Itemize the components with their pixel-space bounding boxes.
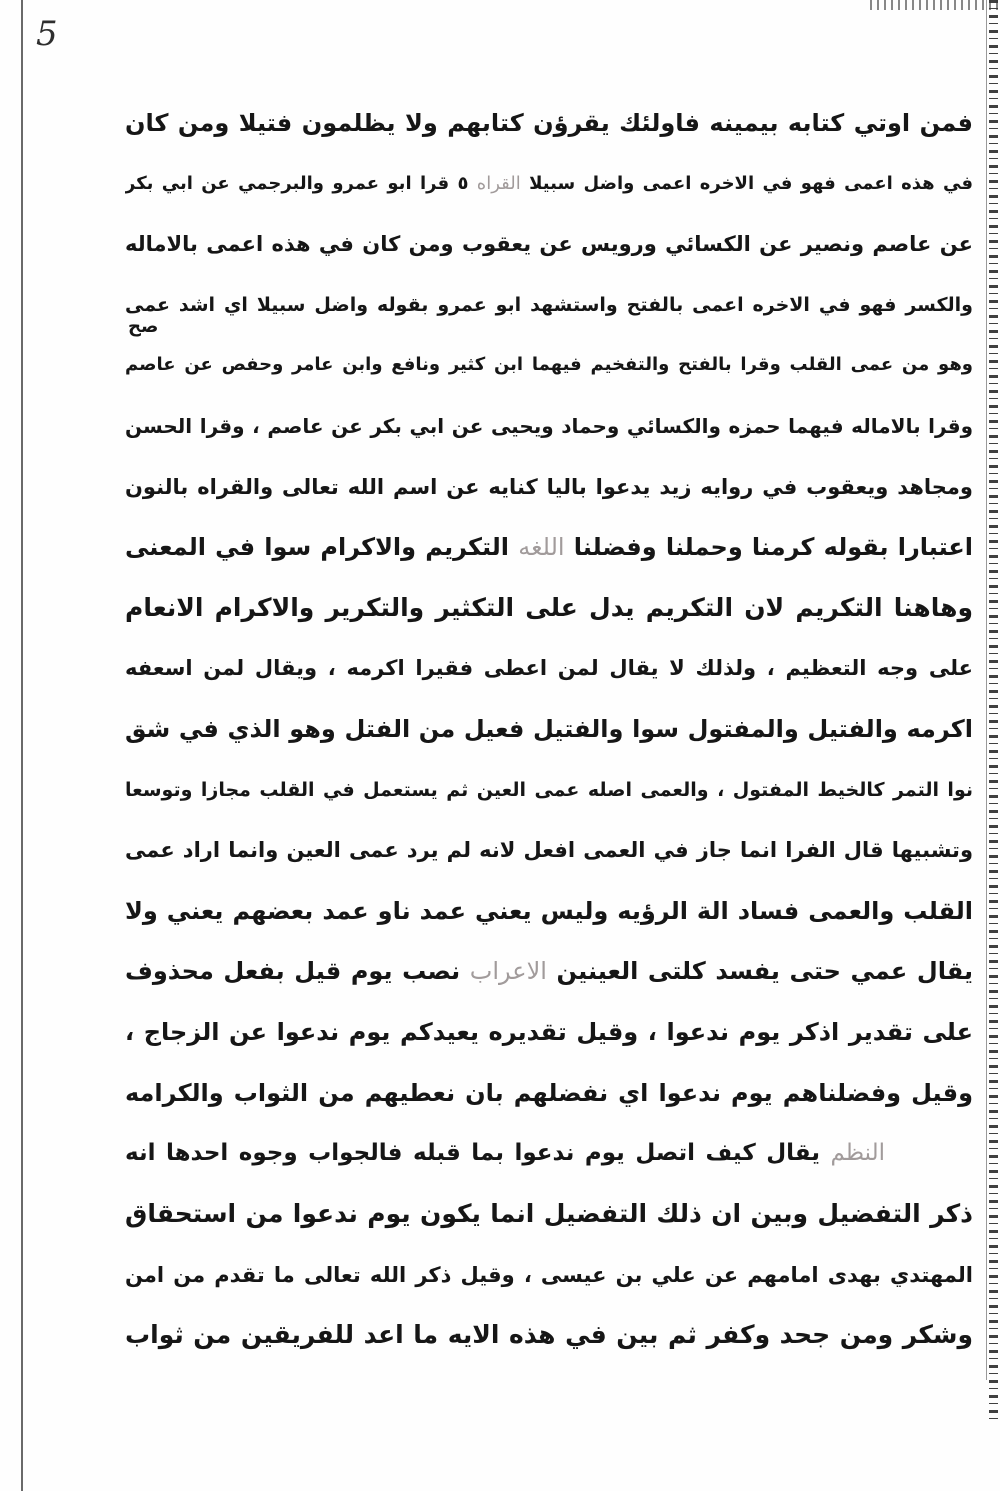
text-line-9 — [125, 578, 973, 638]
text-line-15 — [125, 941, 973, 1001]
line-text: ٥ قرا ابو عمرو والبرجمي عن ابي بكر — [125, 173, 469, 194]
text-line-13 — [125, 820, 973, 880]
line-text: وشكر ومن جحد وكفر ثم بين في هذه الايه ما اعد للفريقين من ثواب — [125, 1320, 973, 1349]
line-text: اعتبارا بقوله كرمنا وحملنا وفضلنا — [573, 533, 973, 561]
rubric-heading-irab: الاعراب — [469, 957, 547, 985]
text-line-14 — [125, 881, 973, 941]
text-line-19 — [125, 1184, 973, 1244]
scan-speckle-top — [870, 0, 1000, 10]
text-line-2 — [125, 154, 973, 214]
page-number: 5 — [36, 14, 58, 54]
text-line-6 — [125, 396, 973, 456]
text-line-10 — [125, 638, 973, 698]
scan-edge-right — [989, 0, 998, 1420]
line-text: وهو من عمى القلب وقرا بالفتح والتفخيم فيهما ابن كثير ونافع وابن عامر وحفص عن عاصم — [125, 354, 973, 375]
line-text: ومجاهد ويعقوب في روايه زيد يدعوا باليا كنايه عن اسم الله تعالى والقراه بالنون — [125, 475, 973, 499]
line-text: فمن اوتي كتابه بيمينه فاولئك يقرؤن كتابهم ولا يظلمون فتيلا ومن كان — [125, 109, 973, 137]
line-text: وهاهنا التكريم لان التكريم يدل على التكثير والتكرير والاكرام الانعام — [125, 593, 973, 622]
rubric-heading-qiraa: القراه — [476, 173, 521, 194]
text-line-3 — [125, 214, 973, 274]
scan-edge-right-line — [986, 0, 987, 1380]
text-line-8 — [125, 517, 973, 577]
line-text: ذكر التفضيل وبين ان ذلك التفضيل انما يكون يوم ندعوا من استحقاق — [125, 1199, 973, 1228]
line-text: يقال عمي حتى يفسد كلتى العينين — [556, 957, 973, 985]
text-line-1 — [125, 93, 973, 153]
text-line-5 — [125, 335, 973, 395]
line-text: وقيل وفضلناهم يوم ندعوا اي نفضلهم بان نعطيهم من الثواب والكرامه — [125, 1079, 973, 1107]
text-line-16 — [125, 1002, 973, 1062]
line-text: على وجه التعظيم ، ولذلك لا يقال لمن اعطى فقيرا اكرمه ، ويقال لمن اسعفه — [125, 656, 973, 680]
scan-edge-left — [21, 0, 23, 1491]
line-text: المهتدي بهدى امامهم عن علي بن عيسى ، وقيل ذكر الله تعالى ما تقدم من امن — [125, 1263, 973, 1287]
text-line-18 — [125, 1123, 973, 1183]
line-text: نوا التمر كالخيط المفتول ، والعمى اصله عمى العين ثم يستعمل في القلب مجازا وتوسعا — [125, 779, 973, 801]
text-line-11 — [125, 699, 973, 759]
line-text: التكريم والاكرام سوا في المعنى — [125, 533, 510, 561]
line-text: القلب والعمى فساد الة الرؤيه وليس يعني عمد ناو عمد بعضهم يعني ولا — [125, 897, 973, 925]
line-text: اكرمه والفتيل والمفتول سوا والفتيل فعيل من الفتل وهو الذي في شق — [125, 715, 973, 743]
line-text: وتشبيها قال الفرا انما جاز في العمى افعل لانه لم يرد عمى العين وانما اراد عمى — [125, 838, 973, 862]
margin-correction-note: صح — [128, 316, 159, 337]
line-text: والكسر فهو في الاخره اعمى بالفتح واستشهد ابو عمرو بقوله واضل سبيلا اي اشد عمى — [125, 294, 973, 316]
line-text: على تقدير اذكر يوم ندعوا ، وقيل تقديره يعيدكم يوم ندعوا عن الزجاج ، — [125, 1018, 973, 1046]
line-text: في هذه اعمى فهو في الاخره اعمى واضل سبيلا — [529, 173, 973, 194]
text-line-7 — [125, 457, 973, 517]
text-line-4 — [125, 275, 973, 335]
text-line-17 — [125, 1063, 973, 1123]
text-line-21 — [125, 1305, 973, 1365]
rubric-heading-lugha: اللغه — [518, 533, 565, 561]
line-text: نصب يوم قيل بفعل محذوف — [125, 957, 461, 985]
line-text: عن عاصم ونصير عن الكسائي ورويس عن يعقوب ومن كان في هذه اعمى بالاماله — [125, 232, 973, 256]
line-text: يقال كيف اتصل يوم ندعوا بما قبله فالجواب وجوه احدها انه — [125, 1140, 820, 1166]
text-line-20 — [125, 1245, 973, 1305]
rubric-heading-nazm: النظم — [830, 1140, 886, 1166]
text-line-12 — [125, 760, 973, 820]
line-text: وقرا بالاماله فيهما حمزه والكسائي وحماد ويحيى عن ابي بكر عن عاصم ، وقرا الحسن — [125, 414, 973, 438]
